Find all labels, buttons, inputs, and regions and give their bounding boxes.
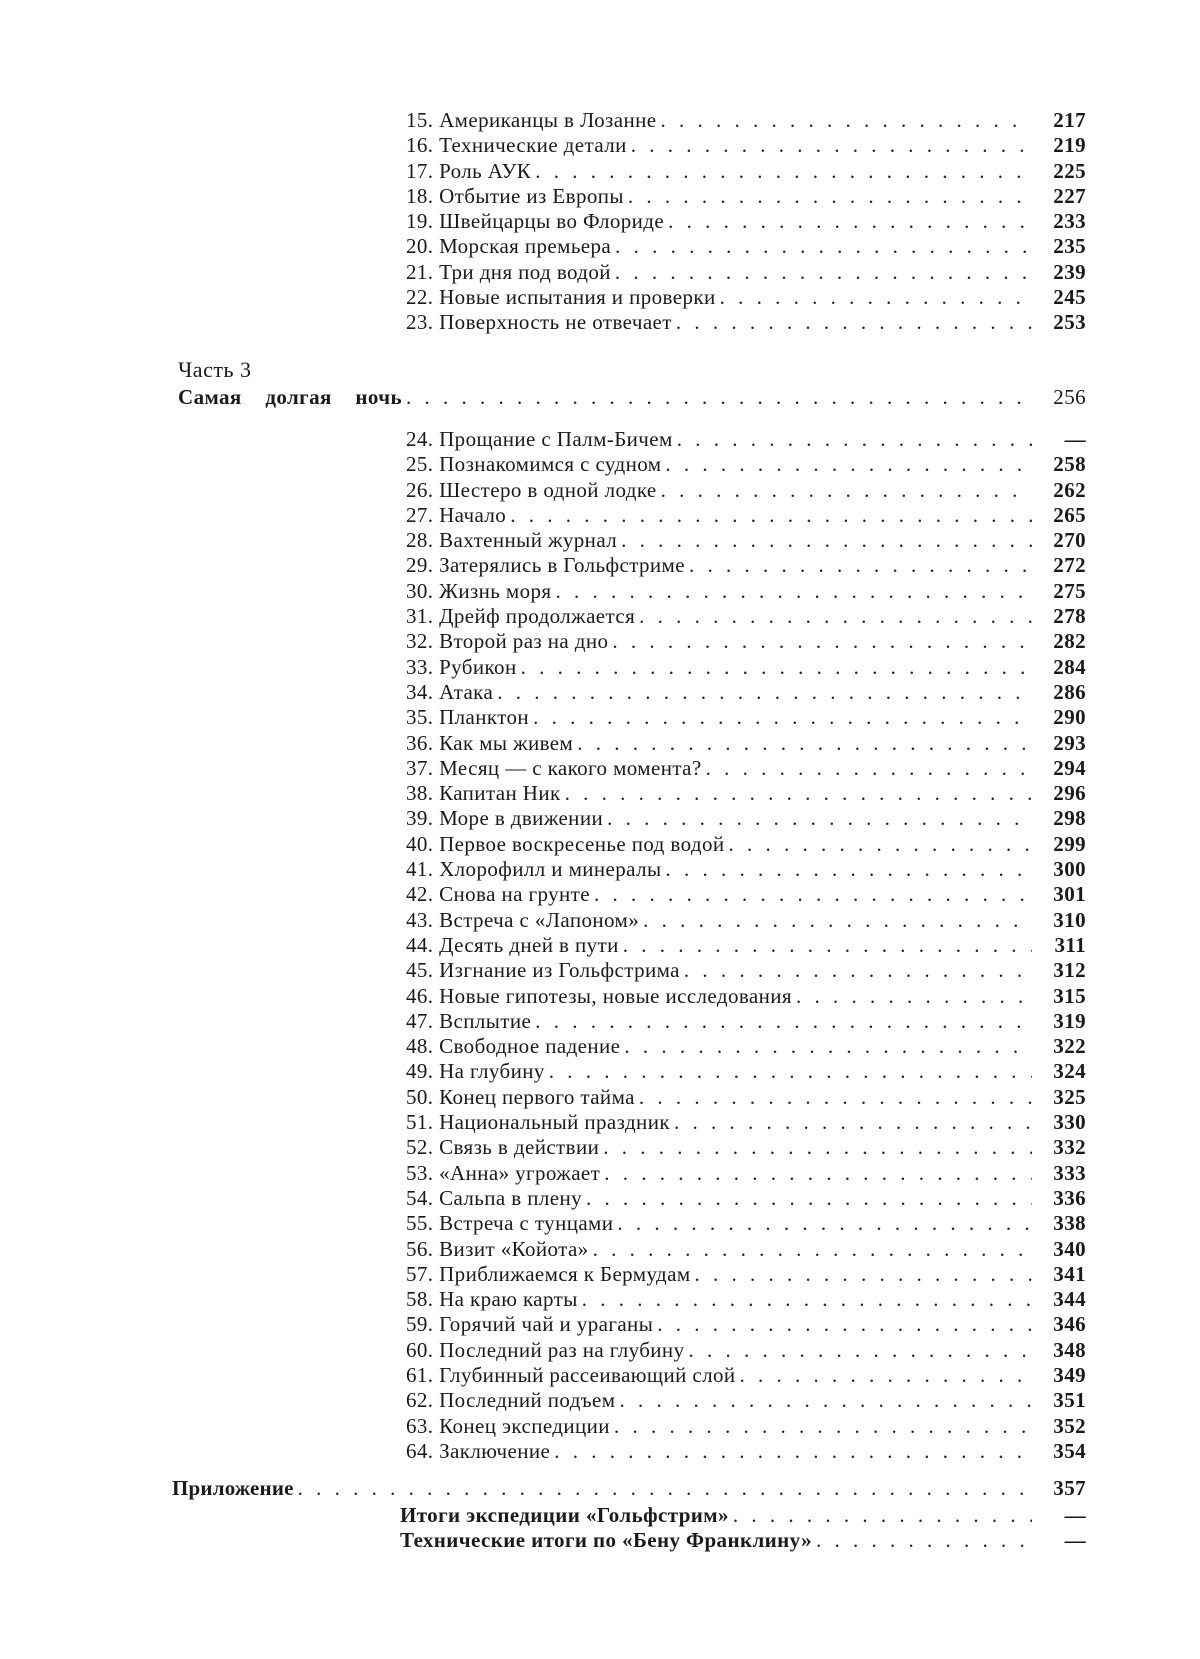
dot-leader [657, 1312, 1032, 1337]
toc-entry-page: 275 [1053, 578, 1086, 603]
toc-entry [406, 655, 1086, 680]
toc-entry-page: 296 [1053, 781, 1086, 806]
toc-entry-title: 45. Изгнание из Гольфстрима [406, 958, 680, 983]
toc-entry-page: 301 [1053, 882, 1086, 907]
toc-entry [406, 1009, 1086, 1034]
dot-leader [615, 260, 1032, 285]
toc-entry [406, 260, 1086, 285]
toc-entry [406, 108, 1086, 133]
part-label: Часть 3 [178, 357, 252, 382]
toc-entry-page: 294 [1053, 755, 1086, 780]
toc-entry-page: 315 [1053, 983, 1086, 1008]
toc-entry [406, 1312, 1086, 1337]
toc-entry [406, 1059, 1086, 1084]
toc-entry-page: 262 [1053, 477, 1086, 502]
toc-entry [406, 756, 1086, 781]
dot-leader [639, 604, 1032, 629]
toc-entry-page: 349 [1053, 1362, 1086, 1387]
toc-entry [406, 1388, 1086, 1413]
toc-entry-title: 62. Последний подъем [406, 1388, 616, 1413]
toc-entry [406, 1287, 1086, 1312]
toc-entry [406, 1161, 1086, 1186]
dot-leader [677, 427, 1032, 452]
toc-entry-title: 34. Атака [406, 679, 494, 704]
dot-leader [586, 1186, 1032, 1211]
dot-leader [614, 1414, 1032, 1439]
toc-entry-page: 351 [1053, 1388, 1086, 1413]
toc-entry-page: — [1064, 427, 1086, 451]
toc-entry [406, 1110, 1086, 1135]
toc-entry-title: 24. Прощание с Палм-Бичем [406, 427, 673, 451]
toc-entry-title: 59. Горячий чай и ураганы [406, 1312, 654, 1337]
toc-entry [406, 1085, 1086, 1110]
toc-entry [406, 1034, 1086, 1059]
dot-leader [497, 680, 1032, 705]
dot-leader [816, 1528, 1032, 1553]
toc-entry [406, 1262, 1086, 1287]
part-title-line [178, 385, 1086, 410]
dot-leader [604, 1161, 1032, 1186]
toc-entry [406, 478, 1086, 503]
toc-entry-title: 27. Начало [406, 502, 507, 527]
toc-entry-page: 336 [1053, 1185, 1086, 1210]
toc-entry [406, 452, 1086, 477]
toc-entry-title: Технические итоги по «Бену Франклину» [400, 1528, 812, 1553]
dot-leader [593, 1237, 1032, 1262]
toc-entry-page: 272 [1053, 553, 1086, 578]
dot-leader [565, 781, 1032, 806]
toc-entry-title: 35. Планктон [406, 705, 530, 730]
dot-leader [554, 1439, 1032, 1464]
dot-leader [706, 756, 1032, 781]
toc-entry-title: 16. Технические детали [406, 133, 627, 158]
dot-leader [665, 857, 1032, 882]
toc-entry-title: 63. Конец экспедиции [406, 1413, 610, 1438]
toc-entry [406, 1338, 1086, 1363]
toc-entry-title: 40. Первое воскресенье под водой [406, 831, 725, 856]
toc-entry-title: 15. Американцы в Лозанне [406, 108, 657, 132]
toc-entry-page: 340 [1053, 1236, 1086, 1261]
toc-entry-title: 47. Всплытие [406, 1008, 532, 1033]
toc-entry-title: 42. Снова на грунте [406, 882, 590, 907]
toc-entry-title: 50. Конец первого тайма [406, 1084, 635, 1109]
toc-entry [406, 781, 1086, 806]
toc-entry [406, 553, 1086, 578]
dot-leader [533, 705, 1032, 730]
dot-leader [660, 108, 1032, 133]
dot-leader [624, 1034, 1032, 1059]
toc-entry-page: 245 [1053, 285, 1086, 310]
dot-leader [628, 184, 1032, 209]
toc-entry-page: 338 [1053, 1211, 1086, 1236]
toc-entry-page: 219 [1053, 133, 1086, 158]
toc-entry-title: 53. «Анна» угрожает [406, 1160, 601, 1185]
chapter-list-part2 [406, 108, 1086, 336]
part-page: 256 [1053, 385, 1086, 409]
toc-entry-page: 344 [1053, 1287, 1086, 1312]
toc-entry-page: 265 [1053, 502, 1086, 527]
toc-entry-title: 58. На краю карты [406, 1287, 578, 1312]
toc-entry [406, 933, 1086, 958]
toc-entry-page: 282 [1053, 629, 1086, 654]
toc-entry-page: 300 [1053, 857, 1086, 882]
dot-leader [729, 832, 1033, 857]
toc-entry-title: 54. Сальпа в плену [406, 1185, 583, 1210]
toc-entry [406, 310, 1086, 335]
appendix-items [400, 1503, 1086, 1554]
toc-entry-title: 49. На глубину [406, 1059, 545, 1084]
part-title: Самая долгая ночь [178, 385, 403, 409]
toc-entry-page: 322 [1053, 1034, 1086, 1059]
toc-entry [406, 882, 1086, 907]
toc-entry [400, 1528, 1086, 1553]
dot-leader [603, 1135, 1032, 1160]
toc-entry-title: 20. Морская премьера [406, 234, 612, 259]
dot-leader [607, 806, 1032, 831]
toc-entry-page: — [1064, 1528, 1086, 1553]
toc-entry [406, 1211, 1086, 1236]
toc-entry [406, 1135, 1086, 1160]
toc-entry-page: 324 [1053, 1059, 1086, 1084]
toc-entry-title: 29. Затерялись в Гольфстриме [406, 553, 685, 578]
dot-leader [720, 285, 1032, 310]
toc-entry [406, 832, 1086, 857]
toc-entry [406, 528, 1086, 553]
toc-entry-page: 333 [1053, 1160, 1086, 1185]
toc-entry-page: 346 [1053, 1312, 1086, 1337]
toc-entry [406, 503, 1086, 528]
toc-entry-title: 41. Хлорофилл и минералы [406, 857, 662, 882]
toc-entry-page: 270 [1053, 528, 1086, 553]
toc-entry-title: 19. Швейцарцы во Флориде [406, 209, 665, 234]
dot-leader [621, 528, 1032, 553]
toc-entry-title: 60. Последний раз на глубину [406, 1337, 685, 1362]
toc-entry [406, 234, 1086, 259]
dot-leader [631, 133, 1032, 158]
toc-entry [406, 1186, 1086, 1211]
toc-entry-title: Итоги экспедиции «Гольфстрим» [400, 1503, 729, 1527]
toc-entry-title: 22. Новые испытания и проверки [406, 285, 716, 310]
toc-entry-title: 17. Роль АУК [406, 158, 532, 183]
toc-entry [406, 680, 1086, 705]
toc-entry-title: 31. Дрейф продолжается [406, 604, 636, 629]
chapter-list-part3 [406, 427, 1086, 1464]
toc-entry-page: 239 [1053, 259, 1086, 284]
toc-entry-page: 341 [1053, 1261, 1086, 1286]
toc-entry-page: 278 [1053, 604, 1086, 629]
toc-entry-title: 51. Национальный праздник [406, 1110, 670, 1135]
toc-entry-title: 38. Капитан Ник [406, 781, 561, 806]
dot-leader [582, 1287, 1032, 1312]
toc-entry [406, 806, 1086, 831]
dot-leader [733, 1503, 1032, 1528]
dot-leader [535, 159, 1032, 184]
dot-leader [521, 655, 1032, 680]
toc-entry-page: 352 [1053, 1413, 1086, 1438]
toc-entry-page: 293 [1053, 730, 1086, 755]
toc-entry [406, 427, 1086, 452]
dot-leader [689, 553, 1032, 578]
toc-entry-title: 32. Второй раз на дно [406, 629, 609, 654]
toc-entry-page: 319 [1053, 1008, 1086, 1033]
toc-entry-title: 18. Отбытие из Европы [406, 183, 624, 208]
toc-entry-title: 23. Поверхность не отвечает [406, 310, 672, 335]
dot-leader [298, 1476, 1032, 1501]
toc-entry [406, 133, 1086, 158]
toc-entry-page: 325 [1053, 1084, 1086, 1109]
toc-entry-title: 39. Море в движении [406, 806, 604, 831]
toc-entry-title: 37. Месяц — с какого момента? [406, 755, 702, 780]
toc-entry [406, 908, 1086, 933]
toc-entry-title: 64. Заключение [406, 1438, 551, 1463]
toc-entry-page: 348 [1053, 1337, 1086, 1362]
toc-entry [406, 159, 1086, 184]
dot-leader [577, 731, 1032, 756]
toc-entry-page: 354 [1053, 1438, 1086, 1463]
dot-leader [623, 933, 1032, 958]
toc-entry [406, 705, 1086, 730]
toc-entry-title: 48. Свободное падение [406, 1034, 621, 1059]
toc-entry-title: 46. Новые гипотезы, новые исследования [406, 983, 792, 1008]
toc-entry [406, 1414, 1086, 1439]
toc-entry-page: 227 [1053, 183, 1086, 208]
toc-entry-page: 233 [1053, 209, 1086, 234]
appendix-page: 357 [1053, 1476, 1086, 1500]
dot-leader [674, 1110, 1032, 1135]
toc-entry [406, 984, 1086, 1009]
dot-leader [406, 385, 1032, 410]
toc-entry-title: 25. Познакомимся с судном [406, 452, 662, 477]
toc-entry-title: 33. Рубикон [406, 654, 517, 679]
toc-entry-page: 312 [1053, 958, 1086, 983]
appendix-line [172, 1476, 1086, 1501]
appendix-title: Приложение [172, 1476, 294, 1500]
toc-entry-page: 225 [1053, 158, 1086, 183]
toc-entry [400, 1503, 1086, 1528]
toc-entry-title: 55. Встреча с тунцами [406, 1211, 614, 1236]
toc-entry-page: 258 [1053, 452, 1086, 477]
toc-entry [406, 184, 1086, 209]
dot-leader [615, 234, 1032, 259]
toc-entry [406, 285, 1086, 310]
dot-leader [684, 958, 1032, 983]
toc-entry-page: 284 [1053, 654, 1086, 679]
dot-leader [676, 310, 1032, 335]
toc-entry [406, 731, 1086, 756]
toc-entry-page: 311 [1054, 932, 1086, 957]
dot-leader [643, 908, 1032, 933]
toc-entry [406, 958, 1086, 983]
toc-entry [406, 209, 1086, 234]
toc-entry-title: 30. Жизнь моря [406, 578, 552, 603]
toc-entry [406, 604, 1086, 629]
toc-entry-title: 26. Шестеро в одной лодке [406, 477, 657, 502]
toc-entry-title: 28. Вахтенный журнал [406, 528, 618, 553]
dot-leader [695, 1262, 1032, 1287]
dot-leader [740, 1363, 1032, 1388]
toc-entry-page: 286 [1053, 679, 1086, 704]
toc-entry-title: 61. Глубинный рассеивающий слой [406, 1362, 736, 1387]
dot-leader [619, 1388, 1032, 1413]
toc-entry-page: 235 [1053, 234, 1086, 259]
toc-entry-page: — [1064, 1503, 1086, 1527]
dot-leader [555, 579, 1032, 604]
toc-entry-title: 57. Приближаемся к Бермудам [406, 1261, 691, 1286]
toc-entry-title: 43. Встреча с «Лапоном» [406, 907, 640, 932]
toc-entry [406, 579, 1086, 604]
toc-entry-title: 36. Как мы живем [406, 730, 574, 755]
dot-leader [665, 452, 1032, 477]
toc-entry-title: 21. Три дня под водой [406, 259, 611, 284]
toc-entry [406, 857, 1086, 882]
toc-entry [406, 1363, 1086, 1388]
toc-entry-page: 330 [1053, 1110, 1086, 1135]
dot-leader [612, 629, 1032, 654]
dot-leader [688, 1338, 1032, 1363]
toc-entry-page: 217 [1053, 108, 1086, 132]
dot-leader [549, 1059, 1032, 1084]
toc-entry-page: 290 [1053, 705, 1086, 730]
dot-leader [661, 478, 1032, 503]
dot-leader [668, 209, 1032, 234]
toc-entry-page: 298 [1053, 806, 1086, 831]
dot-leader [510, 503, 1032, 528]
toc-entry [406, 1237, 1086, 1262]
dot-leader [796, 984, 1032, 1009]
dot-leader [639, 1085, 1032, 1110]
toc-entry-title: 44. Десять дней в пути [406, 932, 619, 957]
dot-leader [535, 1009, 1032, 1034]
toc-entry [406, 629, 1086, 654]
toc-entry-title: 52. Связь в действии [406, 1135, 600, 1160]
toc-entry-page: 332 [1053, 1135, 1086, 1160]
toc-entry-page: 253 [1053, 310, 1086, 335]
toc-entry-title: 56. Визит «Койота» [406, 1236, 589, 1261]
toc-entry-page: 310 [1053, 907, 1086, 932]
toc-entry-page: 299 [1053, 831, 1086, 856]
dot-leader [594, 882, 1032, 907]
dot-leader [617, 1211, 1032, 1236]
toc-entry [406, 1439, 1086, 1464]
